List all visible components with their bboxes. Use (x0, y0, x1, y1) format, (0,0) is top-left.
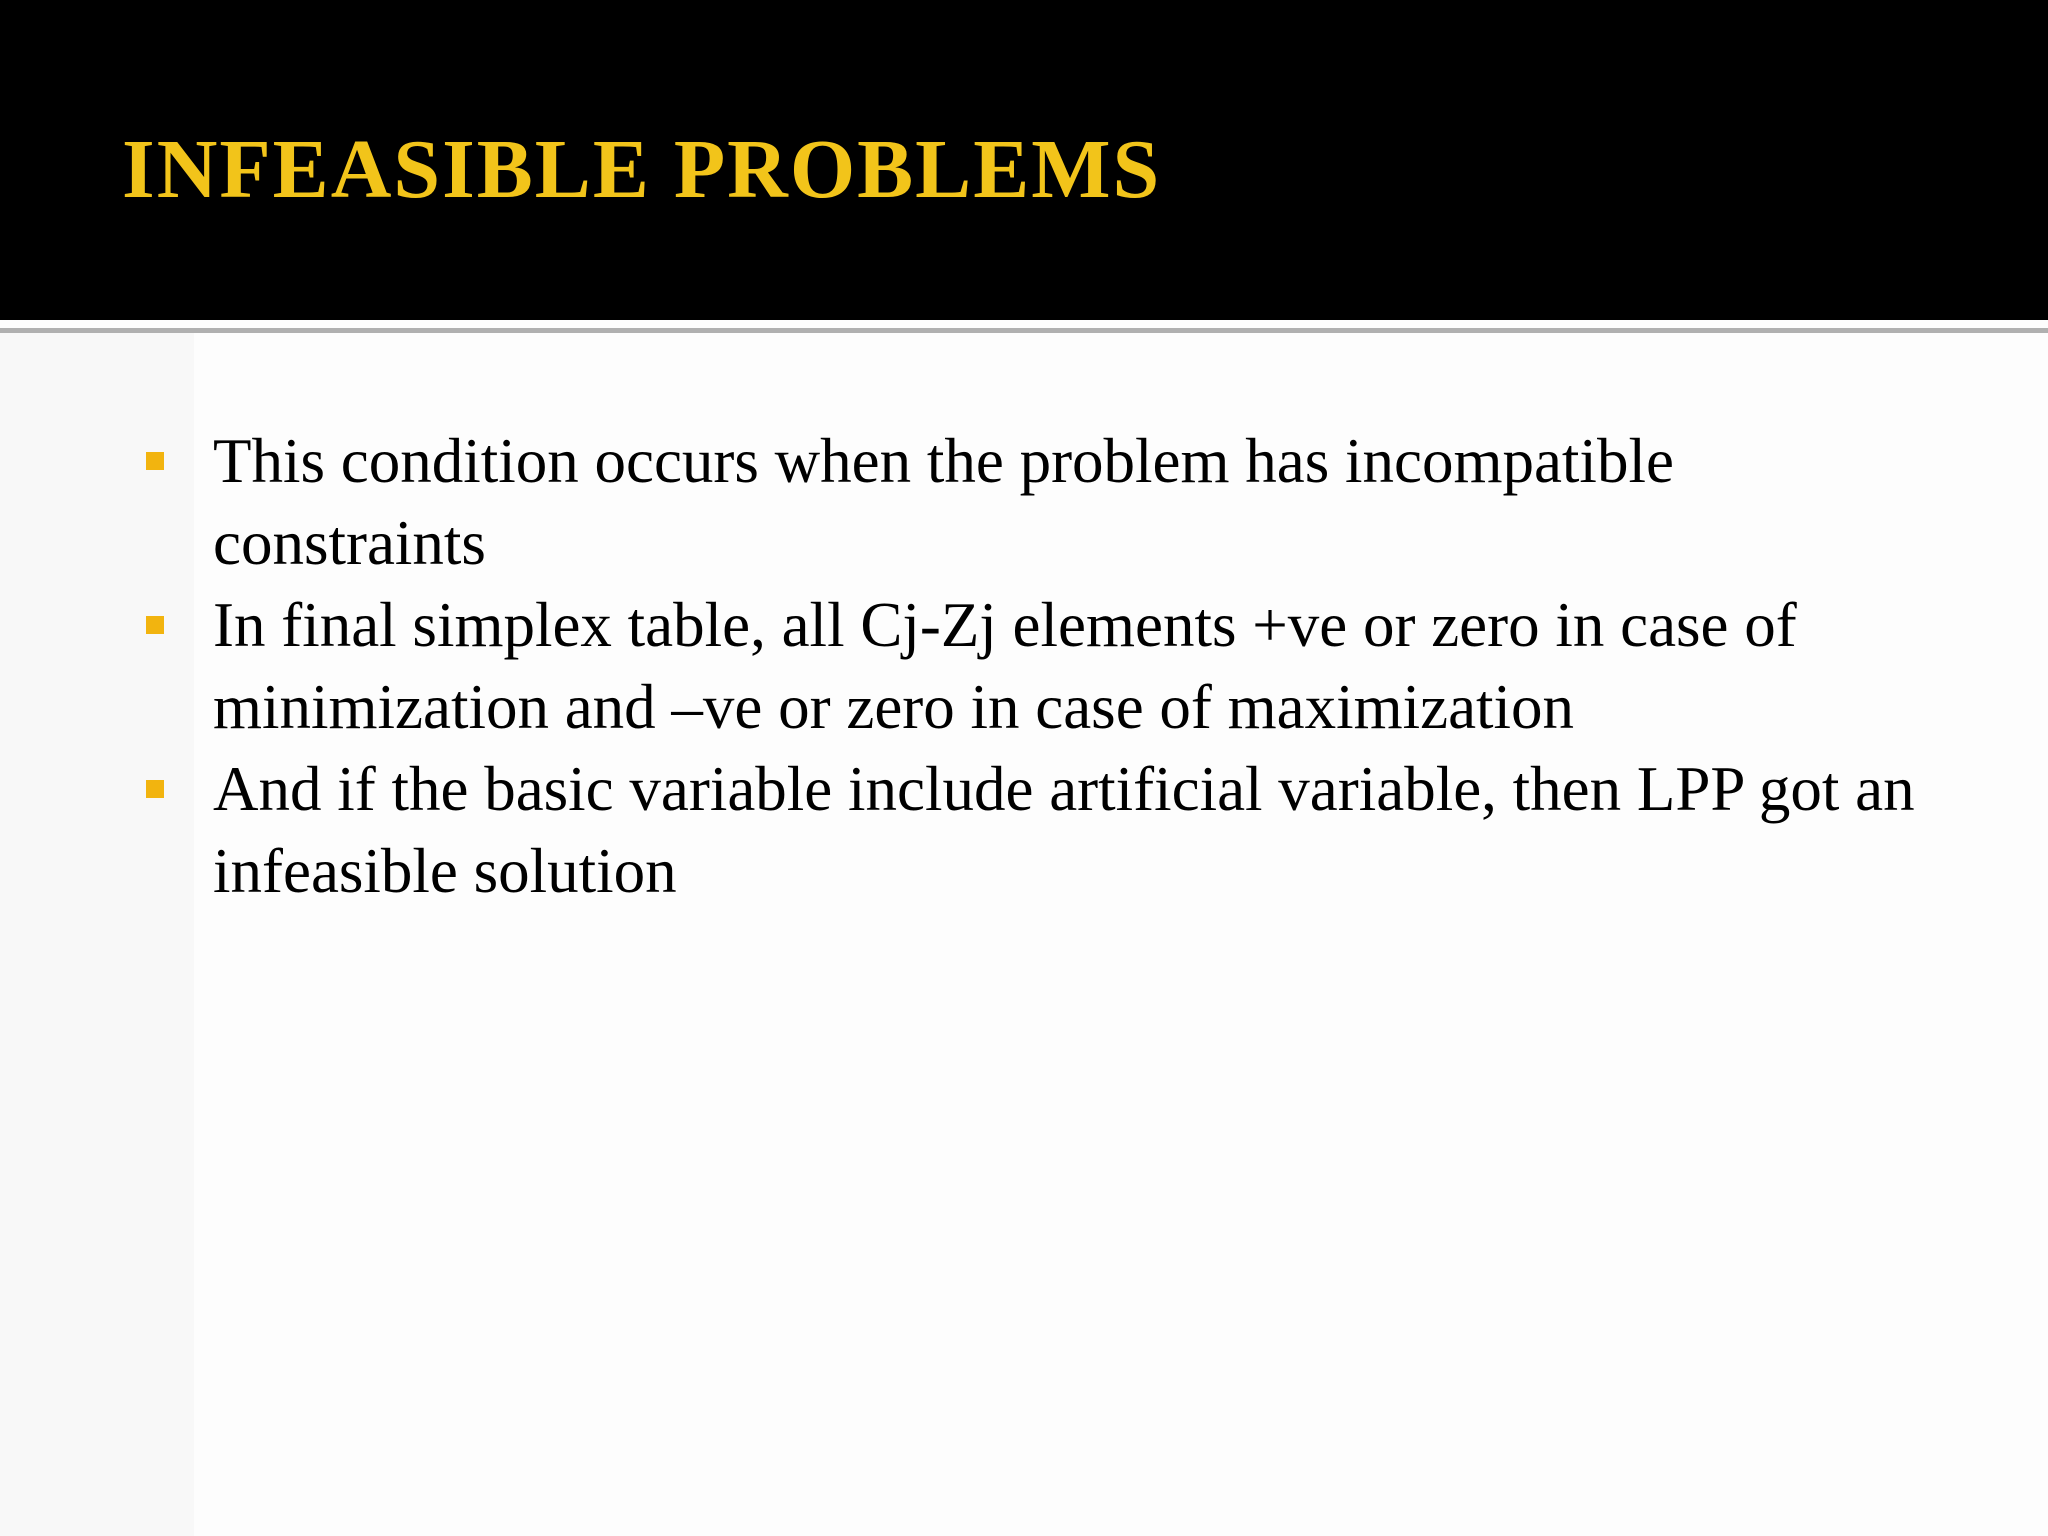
square-bullet-icon (146, 452, 164, 470)
bullet-text: In final simplex table, all Cj-Zj elements +ve or zero in case of minimization and –ve or zero in case of maximization (213, 590, 1797, 742)
bullet-item (140, 748, 1940, 912)
square-bullet-icon (146, 780, 164, 798)
title-divider (0, 328, 2048, 333)
slide-title: INFEASIBLE PROBLEMS (122, 123, 1162, 216)
title-bar (0, 0, 2048, 320)
square-bullet-icon (146, 616, 164, 634)
bullet-list (140, 420, 1940, 912)
bullet-text: This condition occurs when the problem has incompatible constraints (213, 426, 1674, 578)
bullet-item (140, 420, 1940, 584)
bullet-text: And if the basic variable include artificial variable, then LPP got an infeasible solution (213, 754, 1915, 906)
bullet-item (140, 584, 1940, 748)
